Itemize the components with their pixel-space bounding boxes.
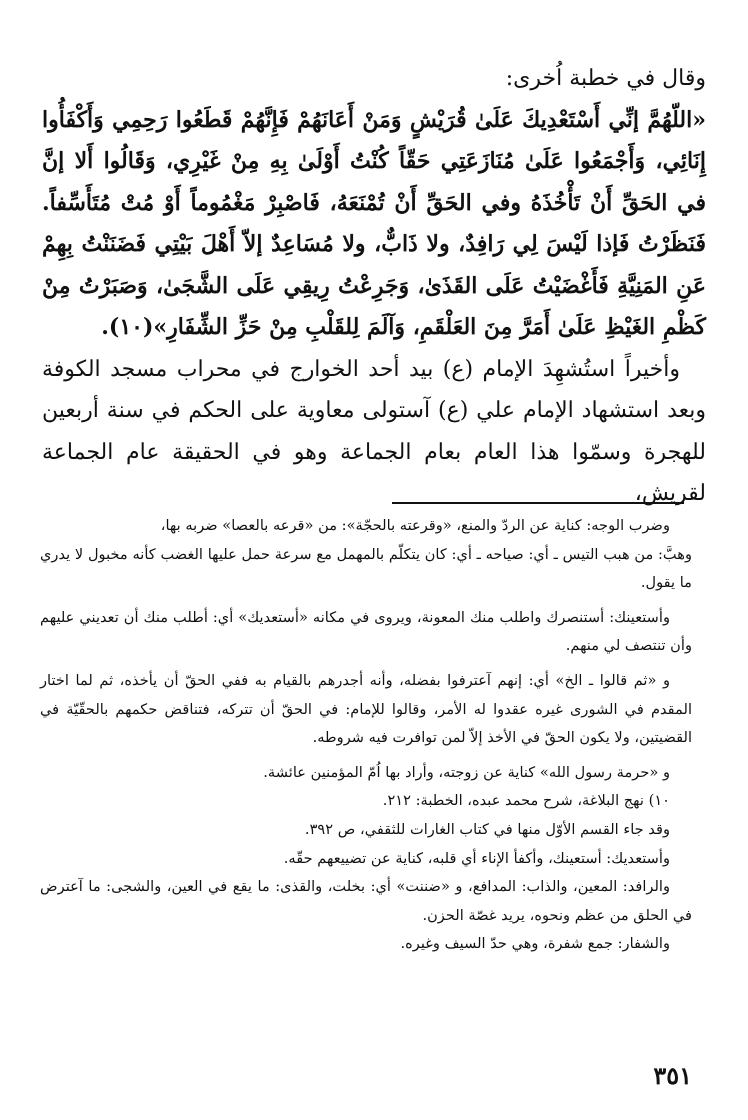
footnote-line: وهبَّ: من هبب التيس ـ أي: صياحه ـ أي: كان يتكلّم بالمهمل مع سرعة حمل عليها الغضب كأنه مخبول لا يدري ما يقول.	[40, 545, 692, 592]
footnote-line: وضرب الوجه: كناية عن الردّ والمنع، «وقرعته بالحجّة»: من «قرعه بالعصا» ضربه بها،	[160, 517, 670, 534]
intro-line: وقال في خطبة اُخرى:	[505, 66, 706, 91]
footnote-line: والشفار: جمع شفرة، وهي حدّ السيف وغيره.	[400, 935, 670, 953]
footnote-line: وقد جاء القسم الأوّل منها في كتاب الغارات للثقفي، ص ٣٩٢.	[304, 820, 670, 838]
main-text	[42, 58, 706, 515]
page-number: ٣٥١	[653, 1061, 692, 1090]
footnote-line: والرافد: المعين، والذاب: المدافع، و «ضننت» أي: بخلت، والقذى: ما يقع في العين، والشجى: ما آعترض في الحلق من عظم ونحوه، يريد غصّة الحزن.	[40, 878, 692, 924]
sermon-quote: «اللّهُمَّ إنِّي أَسْتَعْدِيكَ عَلَىٰ قُرَيْشٍ وَمَنْ أَعَانَهُمْ فَإِنَّهُمْ قَطَعُوا رَحِمِي وَأَكْفَأُوا إِنَائِي، وَأَجْمَعُوا عَلَىٰ مُنَازَعَتِي حَقّاً كُنْتُ أَوْلَىٰ بِهِ مِنْ غَيْرِي، وَقَالُوا أَلا إنَّ في الحَقِّ أَنْ تَأْخُذَهُ وفي الحَقِّ أَنْ تُمْنَعَهُ، فَاصْبِرْ مَغْمُوماً أَوْ مُتْ مُتَأَسِّفاً. فَنَظَرْتُ فَإذا لَيْسَ لِي رَافِدٌ، ولا ذَابٌّ، ولا مُسَاعِدٌ إلاّ أَهْلَ بَيْتِي فَضَنَنْتُ بِهِمْ عَنِ المَنِيَّةِ فَأَغْضَيْتُ عَلَى القَذَىٰ، وَجَرِعْتُ رِيقِي عَلَى الشَّجَىٰ، وَصَبَرْتُ مِنْ كَظْمِ الغَيْظِ عَلَىٰ أَمَرَّ مِنَ العَلْقَمِ، وَآلَمَ لِلقَلْبِ مِنْ حَزِّ الشِّفَارِ»(١٠).	[42, 106, 706, 340]
footnote-line: و «حرمة رسول الله» كناية عن زوجته، وأراد بها اُمّ المؤمنين عائشة.	[263, 763, 670, 781]
footnote-separator	[392, 502, 684, 504]
history-paragraph: وأخيراً استُشهِدَ الإمام (ع) بيد أحد الخوارج في محراب مسجد الكوفة وبعد استشهاد الإمام علي (ع) آستولى معاوية على الحكم في سنة أربعين للهجرة وسمّوا هذا العام بعام الجماعة وهو في الحقيقة عام الجماعة لقريش،	[42, 356, 706, 506]
footnote-line: وأستعينك: أستنصرك واطلب منك المعونة، ويروى في مكانه «أستعديك» أي: أطلب منك أن تعديني عليهم وأن تنتصف لي منهم.	[40, 608, 692, 655]
footnote-line: و «ثم قالوا ـ الخ» أي: إنهم آعترفوا بفضله، وأنه أجدرهم بالقيام به ففي الحقّ أن يأخذه، ثم لما اختار المقدم في الشورى غيره عقدوا له الأمر، وقالوا للإمام: في الحقّ أن تتركه، فتناقض حكمهم بالحقّيّة في القضيتين، ولا يكون الحقّ في الأخذ إلاّ لمن توافرت فيه شروطه.	[40, 671, 692, 747]
footnote-line: وأستعديك: أستعينك، وأكفأ الإناء أي قلبه، كناية عن تضييعهم حقّه.	[283, 849, 670, 867]
footnote-reference: ١٠) نهج البلاغة، شرح محمد عبده، الخطبة: ٢١٢.	[382, 792, 670, 810]
footnotes	[40, 512, 692, 959]
